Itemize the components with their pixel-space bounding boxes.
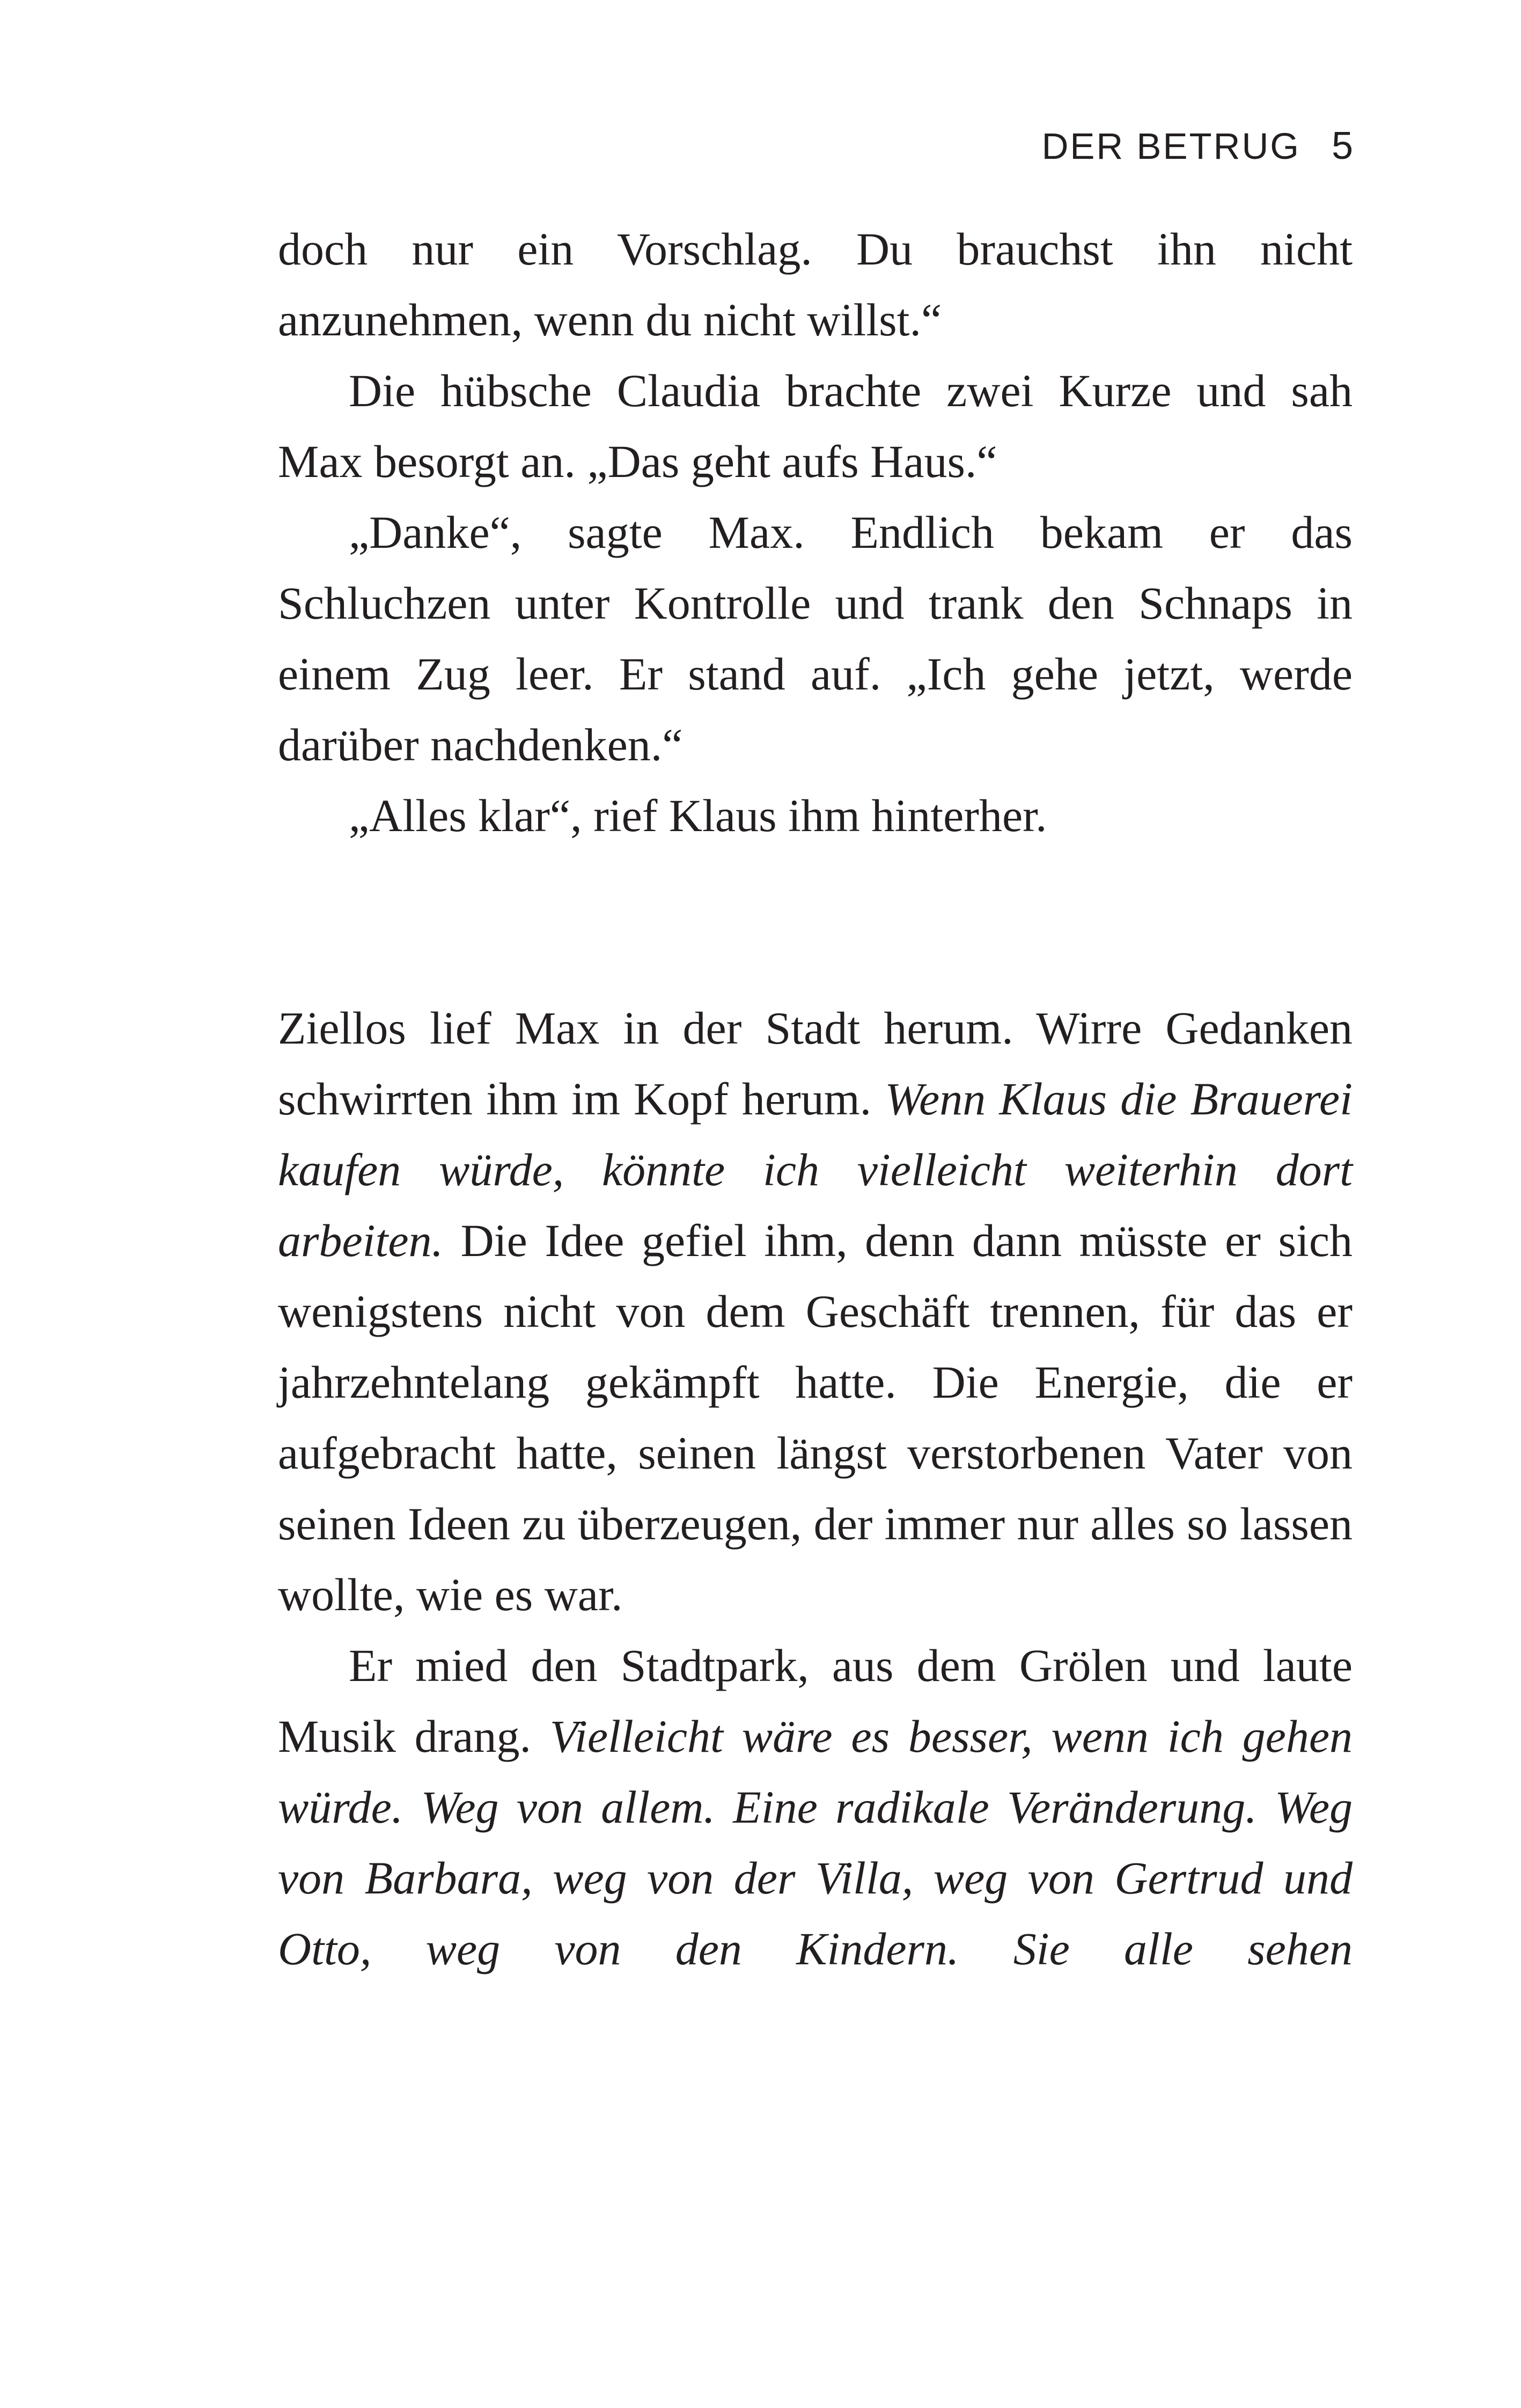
section-break	[278, 851, 1353, 993]
body-text	[278, 214, 1353, 1984]
paragraph-ziellos-text-end: Die Idee gefiel ihm, denn dann müsste er sich wenigstens nicht von dem Geschäft trennen, für das er jahrzehntelang gekämpft hatte. Die Energie, die er aufgebracht hatte, seinen längst verstorbenen Vater von seinen Ideen zu überzeugen, der immer nur alles so lassen wollte, wie es war.	[278, 1215, 1353, 1620]
paragraph-stadtpark-thought: Vielleicht wäre es besser, wenn ich gehen würde. Weg von allem. Eine radikale Veränderung. Weg von Barbara, weg von der Villa, weg von Gertrud und Otto, weg von den Kindern. Sie alle sehen	[278, 1710, 1353, 1974]
paragraph-ziellos	[278, 993, 1353, 1630]
paragraph-ziellos-thought: Wenn Klaus die Brauerei kaufen würde, könnte ich vielleicht weiterhin dort arbeiten.	[278, 1073, 1353, 1266]
page-number: 5	[1331, 124, 1353, 167]
paragraph-danke: „Danke“, sagte Max. Endlich bekam er das Schluchzen unter Kontrolle und trank den Schnaps in einem Zug leer. Er stand auf. „Ich gehe jetzt, werde darüber nachdenken.“	[278, 506, 1353, 770]
paragraph-stadtpark-text-start: Er mied den Stadtpark, aus dem Grölen und laute Musik drang.	[278, 1640, 1353, 1762]
paragraph-ziellos-text-start: Ziellos lief Max in der Stadt herum. Wirre Gedanken schwirrten ihm im Kopf herum.	[278, 1002, 1353, 1125]
running-title: DER BETRUG	[1041, 125, 1300, 167]
paragraph-claudia: Die hübsche Claudia brachte zwei Kurze und sah Max besorgt an. „Das geht aufs Haus.“	[278, 365, 1353, 487]
paragraph-continuation: doch nur ein Vorschlag. Du brauchst ihn nicht anzunehmen, wenn du nicht willst.“	[278, 223, 1353, 346]
paragraph-stadtpark	[278, 1630, 1353, 1984]
running-header	[1042, 119, 1353, 173]
paragraph-alles-klar: „Alles klar“, rief Klaus ihm hinterher.	[349, 790, 1047, 841]
